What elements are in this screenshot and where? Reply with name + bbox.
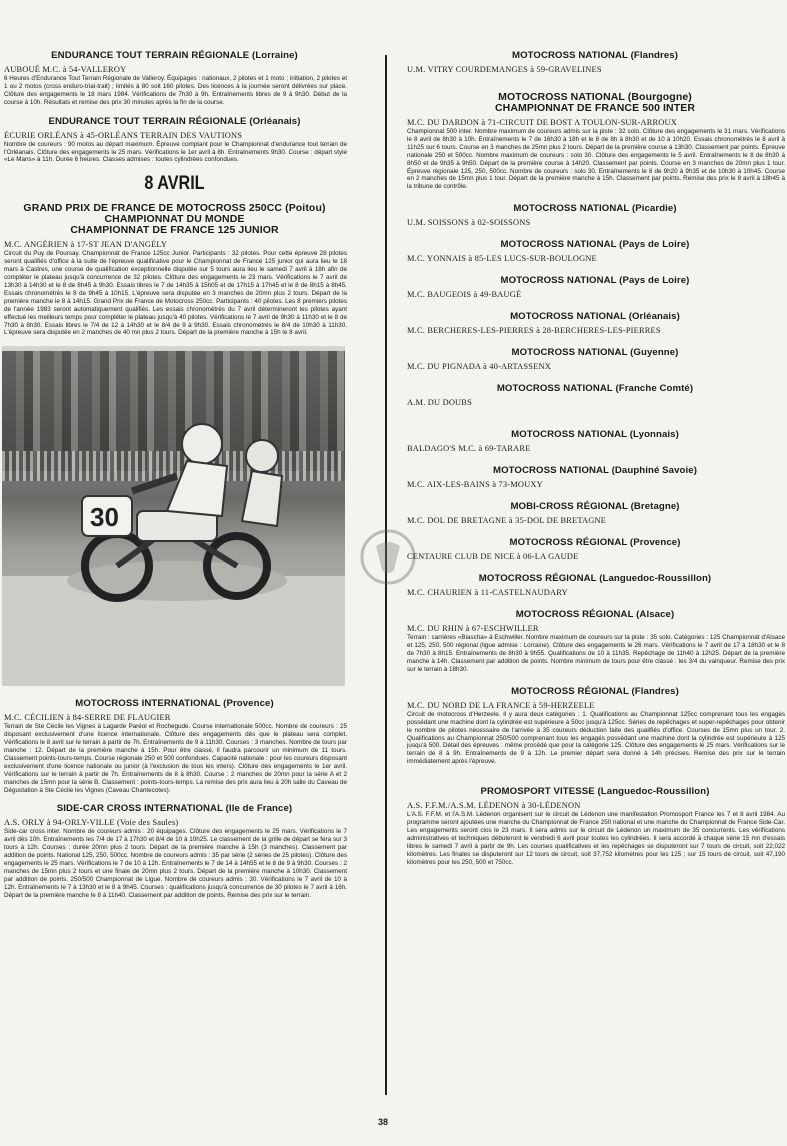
rider-illustration — [62, 416, 292, 616]
section-r9 — [405, 429, 785, 453]
section-text: Terrain de Ste Cécile les Vignes à Lagarde Paréol et Rochegude. Course internationale 500cc. Nombre de coureurs : 25 disposant exclusivement d'une licence internationale. Clôture des engagements dès que le plateau sera complet. Vérifications le 8 avril sur le terrain à partir de 7h. Entraînements de 9 à 11h30. Courses : 3 manches. Nombre de tours par manche : 12. Départ de la première manche à 15h. Pour être classé, il faudra parcourir un minimum de 11 tours. Classement points-tours-temps. Course régionale 250 et 500 confondues. Capacité nationale : pour les coureurs disposant exclusivement d'une licence nationale ou junior (à l'exclusion de tous les inters). Clôture des engagements le 1er avril. Vérifications sur le terrain à partir de 7h. Entraînements de 8 à 8h30. Course : 2 manches de 20mn pour la série A et 2 manches de 15mn pour la série B. Classement : points-tours-temps. La remise des prix aura lieu à 20h salle du Caveau de Dégustation à Ste Cécile les Vignes (Caveau Chantecotes). — [4, 723, 347, 794]
section-r5 — [405, 275, 785, 299]
left-column — [2, 50, 347, 909]
section-r15 — [405, 686, 785, 766]
section-text: Terrain : carrières «Biascha» à Eschwiller. Nombre maximum de coureurs sur la piste : 35 solo. Catégories : 125 Championnat d'Alsace et 125, 250, 500 régional (ligue admise : Lorraine). Clôture des engagements le 26 mars. Vérifications le 7 avril de 17 à 18h30 et le 8 de 7h30 à 8h15. Entraînements de 8h30 à 9h55. Qualifications de 10 à 11h35. Repêchage de 11h40 à 12h25. Départ de la première manche à 14h. Classement par addition de points. Nombre minimum de tours pour être classé : les 3/4 du vainqueur. Remise des prix sur le terrain à 18h30. — [407, 634, 785, 673]
club-name: A.S. F.F.M./A.S.M. LÉDENON à 30-LÉDENON — [407, 801, 581, 811]
section-sidecar — [2, 803, 347, 899]
club-name: AUBOUÉ M.C. à 54-VALLEROY — [4, 65, 127, 74]
section-subtitle: CHAMPIONNAT DE FRANCE 500 INTER — [494, 102, 696, 114]
section-r6 — [405, 311, 785, 335]
club-name: M.C. ANGÉRIEN à 17-ST JEAN D'ANGÉLY — [4, 240, 168, 250]
section-r12 — [405, 537, 785, 561]
section-title: MOTOCROSS RÉGIONAL (Flandres) — [511, 685, 679, 697]
club-name: M.C. BERCHERES-LES-PIERRES à 28-BERCHERES-LES-PIERRES — [407, 326, 661, 336]
section-title: MOBI-CROSS RÉGIONAL (Bretagne) — [510, 501, 680, 513]
section-title: MOTOCROSS NATIONAL (Guyenne) — [511, 347, 679, 359]
section-r11 — [405, 501, 785, 525]
section-title: MOTOCROSS NATIONAL (Flandres) — [511, 50, 678, 61]
club-name: M.C. YONNAIS à 85-LES LUCS-SUR-BOULOGNE — [407, 254, 597, 264]
date-heading: 8 AVRIL — [144, 173, 205, 195]
section-title: MOTOCROSS NATIONAL (Orléanais) — [510, 311, 680, 323]
section-title: MOTOCROSS NATIONAL (Picardie) — [513, 203, 677, 215]
club-name: CENTAURE CLUB DE NICE à 06-LA GAUDE — [407, 552, 579, 562]
section-motocross-provence — [2, 698, 347, 794]
club-name: M.C. BAUGEOIS à 49-BAUGÉ — [407, 290, 522, 300]
section-text: Nombre de coureurs : 90 motos au départ maximum. Épreuve comptant pour le Championnat d'endurance tout terrain de l'Orléanais. Clôture des engagements le 25 mars. Vérifications le 1er avril à 8h. Entraînements 9h30. Course : départ style «Le Mans» à 11h. Durée 6 heures. Classes admises : toutes cylindrées confondues. — [4, 140, 347, 164]
section-title: ENDURANCE TOUT TERRAIN RÉGIONALE (Lorraine) — [51, 50, 298, 61]
section-title: MOTOCROSS NATIONAL (Pays de Loire) — [500, 275, 690, 287]
section-text: Side-car cross inter. Nombre de coureurs admis : 20 équipages. Clôture des engagements le 25 mars. Vérifications le 7 avril dès 10h. Entraînements les 7/4 de 17 à 17h30 et 8/4 de 10 à 10h25. Le classement de la grille de départ se fera sur 3 tours à 12h. Courses : durée 20mn plus 2 tours. Départ de la première manche à 15h (3 manches). Classement par addition de points. National 125, 250, 500cc. Nombre de coureurs admis : 35 par série (2 séries de 25 pilotes). Clôture des engagements le 25 mars. Vérifications le 7 de 10 à 12h. Entraînements le 7 de 14 à 14h55 et le 8 de 9 à 9h30. Courses : 2 manches de 15mn plus 2 tours et une finale de 20mn plus 2 tours. Départ de la première manche à 10h30. Classement par addition de points. 250/500 Championnat de Ligue. Nombre de coureurs admis : 30. Vérifications le 7 avril de 10 à 12h. Entraînements le 7 à 13h30 et le 8 à 9h45. Courses : qualifications jusqu'à concurrence de 30 pilotes le 7 avril à 16h. Départ de la première manche le 8 à 11h40. Classement par addition de points. Remise des prix sur le terrain. — [4, 828, 347, 899]
club-name: BALDAGO'S M.C. à 69-TARARE — [407, 444, 531, 454]
section-text: L'A.S. F.F.M. et l'A.S.M. Lédenon organisent sur le circuit de Lédenon une manifestation Promosport France les 7 et 8 avril 1984. Au programme seront ajoutées une manche du Championnat de France 250 national et une manche du Championnat de France Side-Car. Les engagements seront clos le 23 mars. Il sera admis sur le circuit de Lédenon un maximum de 35 concurrents. Les vérifications administratives et techniques débuteront le vendredi 6 avril pour toutes les cylindrées. Il sera accordé à chaque série 15 mn d'essais libres le samedi 7 avril à partir de 9h. Les courses qualificatives et les repêchages se disputeront sur 7 tours de circuit, soit 22,022 kilomètres. Les finales se disputeront sur 12 tours de circuit, soit 37,752 kilomètres pour les 125 ; sur 15 tours de circuit, soit 47,190 kilomètres pour les 250, 500 et 750cc. — [407, 811, 785, 866]
section-r13 — [405, 573, 785, 597]
section-text: 6 Heures d'Endurance Tout Terrain Régionale de Valleroy. Équipages : nationaux, 2 pilotes et 1 moto ; initiation, 2 pilotes et 1 ou 2 motos (cross enduro-trial-trait) ; limités à 80 soit 160 pilotes. Des licences à la journée seront délivrées sur place. Clôture des engagements le 18 mars 1984. Vérifications de 7h30 à 9h. Entraînements libres de 9 à 9h30. Début de la course à 10h. Résultats et remise des prix 30 minutes après la fin de la course. — [4, 75, 347, 106]
section-text: Circuit de motocross d'Herzeele. Il y aura deux catégories : 1. Qualifications au Championnat 125cc comprenant tous les engagés possédant une machine dont la cylindrée est supérieure à 50cc jusqu'à 125cc. Séries de repêchages et super-repêchages pour obtenir le nombre de pilotes nécessaire de l'arrivée à 35 coureurs déduction faite des qualifiés d'office. Courses de 15mn plus un tour. 2. Qualifications au Championnat 250/500 comprenant tous les engagés possédant une machine dont la cylindrée est supérieure à 125 jusqu'à 500. Détail des épreuves : même procédé que pour la catégorie 125. Clôture des engagements le 25 mars. Vérifications sur le terrain de 8 à 9h. Entraînements de 9 à 12h. Le premier départ sera donné à 14h précises. Remise des prix sur le terrain immédiatement après l'épreuve. — [407, 710, 785, 766]
section-r4 — [405, 239, 785, 263]
section-title: PROMOSPORT VITESSE (Languedoc-Roussillon) — [480, 786, 710, 798]
club-name: M.C. CHAURIEN à 11-CASTELNAUDARY — [407, 588, 568, 598]
section-r8 — [405, 383, 785, 407]
page-number: 38 — [378, 1117, 389, 1127]
section-endurance-orleanais — [2, 116, 347, 165]
section-r16 — [405, 786, 785, 866]
section-r3 — [405, 203, 785, 227]
motocross-photo — [2, 346, 345, 686]
right-column — [405, 50, 785, 875]
club-name: M.C. AIX-LES-BAINS à 73-MOUXY — [407, 480, 543, 490]
section-title: MOTOCROSS RÉGIONAL (Provence) — [509, 537, 681, 549]
club-name: M.C. DU DARDON à 71-CIRCUIT DE BOST A TOULON-SUR-ARROUX — [407, 118, 678, 127]
section-endurance-lorraine — [2, 50, 347, 107]
club-name: A.M. DU DOUBS — [407, 398, 472, 408]
section-title: MOTOCROSS RÉGIONAL (Languedoc-Roussillon) — [478, 573, 712, 585]
section-title: MOTOCROSS NATIONAL (Pays de Loire) — [500, 239, 690, 251]
club-name: M.C. DOL DE BRETAGNE à 35-DOL DE BRETAGNE — [407, 516, 607, 526]
section-title: MOTOCROSS RÉGIONAL (Alsace) — [515, 609, 675, 621]
section-text: Circuit du Puy de Poursay. Championnat de France 125cc Junior. Participants : 32 pilotes. Pour cette épreuve 28 pilotes seront qualifiés d'office à la suite de l'épreuve qualificative pour le Championnat de France 125 junior qui aura lieu le 18 mars à Castres, une course de qualification exceptionnelle disputée sur 5 tours aura lieu le samedi 7 avril à 18h afin de compléter le plateau jusqu'à concurrence de 32 pilotes. Clôture des engagements le 23 mars. Vérifications le 7 avril de 13h30 à 14h30 et le 8 de 8h45 à 9h30. Essais libres le 7 de 14h35 à 15h05 et de 17h15 à 17h45 et le 8 de 8h15 à 8h45. Essais chronométrés le 8 de 9h45 à 10h15. L'épreuve sera disputée en 3 manches de 20mn plus 2 tours. Départ de la première manche le 8 à 14h15. Grand Prix de France de Motocross 250cc. Participants : 40 pilotes. Les 8 premiers pilotes de l'année 1983 seront automatiquement qualifiés. Les essais chronométrés du 7 avril détermineront les pilotes ayant effectué les meilleurs temps pour compléter le plateau jusqu'à 40 pilotes. Vérifications le 7 avril de 9h30 à 11h30 et le 8 de 7h30 à 8h30. Essais libres le 7/4 de 12 à 14h30 et le 8/4 de 9 à 9h30. Essais chronométrés le 8/4 de 10h30 à 11h30. L'épreuve sera disputée en 2 manches de 40 mn plus 2 tours. Départ de la première manche à 15h le 8 avril. — [4, 250, 347, 337]
svg-text:30: 30 — [90, 502, 119, 533]
section-title: MOTOCROSS INTERNATIONAL (Provence) — [75, 698, 274, 710]
section-title: MOTOCROSS NATIONAL (Franche Comté) — [496, 383, 694, 395]
section-grand-prix — [2, 203, 347, 337]
section-r14 — [405, 609, 785, 674]
section-title: SIDE-CAR CROSS INTERNATIONAL (Ile de France) — [56, 803, 293, 815]
club-name: ÉCURIE ORLÉANS à 45-ORLÉANS TERRAIN DES VAUTIONS — [4, 130, 243, 140]
section-r7 — [405, 347, 785, 371]
section-r2 — [405, 92, 785, 191]
club-name: A.S. ORLY à 94-ORLY-VILLE (Voie des Saules) — [4, 818, 179, 828]
section-title: GRAND PRIX DE FRANCE DE MOTOCROSS 250CC (Poitou) — [23, 202, 326, 215]
section-text: Championnat 500 inter. Nombre maximum de coureurs admis sur la piste : 32 solo. Clôture des engagements le 31 mars. Vérifications le 8 avril de 8h30 à 10h. Entraînements le 7 de 16h30 à 18h et le 8 de 8h à 8h30 et de 10 à 10h20. Essais chronométrés le 8 avril à 11h25 sur 6 tours. Course en 3 manches de 25mn plus 2 tours. Départ de la première course à 13h30. Classement par points. Épreuve nationale 250 et 500cc. Nombre maximum de coureurs : solo 30. Clôture des engagements le 5 avril. Entraînements le 8 de 8h30 à 8h50 et de 9h35 à 9h50. Départ de la première course à 14h20. Classement par points. Course en 3 manches de 20mn plus 1 tour. Épreuve régionale 125, 250, 500cc. Nombre de coureurs : solo 30. Entraînements le 8 de 9h20 à 9h35 et de 10h30 à 10h45. Course en 2 manches de 15mn plus 1 tour. Départ de la première manche à 15h. Classement par points. Remise des prix le 8 avril à 18h45 à la tribune de contrôle. — [407, 128, 785, 191]
club-name: U.M. VITRY COURDEMANGES à 59-GRAVELINES — [407, 65, 602, 74]
club-name: M.C. DU PIGNADA à 40-ARTASSENX — [407, 362, 551, 372]
club-name: U.M. SOISSONS à 02-SOISSONS — [407, 218, 531, 228]
section-title: MOTOCROSS NATIONAL (Dauphiné Savoie) — [492, 465, 698, 477]
section-subtitle: CHAMPIONNAT DE FRANCE 125 JUNIOR — [70, 224, 279, 237]
section-title: MOTOCROSS NATIONAL (Lyonnais) — [511, 429, 679, 441]
club-name: M.C. DU NORD DE LA FRANCE à 59-HERZEELE — [407, 700, 595, 710]
club-name: M.C. DU RHIN à 67-ESCHWILLER — [407, 624, 539, 634]
section-r1 — [405, 50, 785, 74]
section-subtitle: CHAMPIONNAT DU MONDE — [104, 213, 245, 226]
section-r10 — [405, 465, 785, 489]
section-title: MOTOCROSS NATIONAL (Bourgogne) — [498, 91, 692, 103]
club-name: M.C. CÉCILIEN à 84-SERRE DE FLAUGIER — [4, 713, 171, 723]
section-title: ENDURANCE TOUT TERRAIN RÉGIONALE (Orléanais) — [48, 115, 301, 127]
